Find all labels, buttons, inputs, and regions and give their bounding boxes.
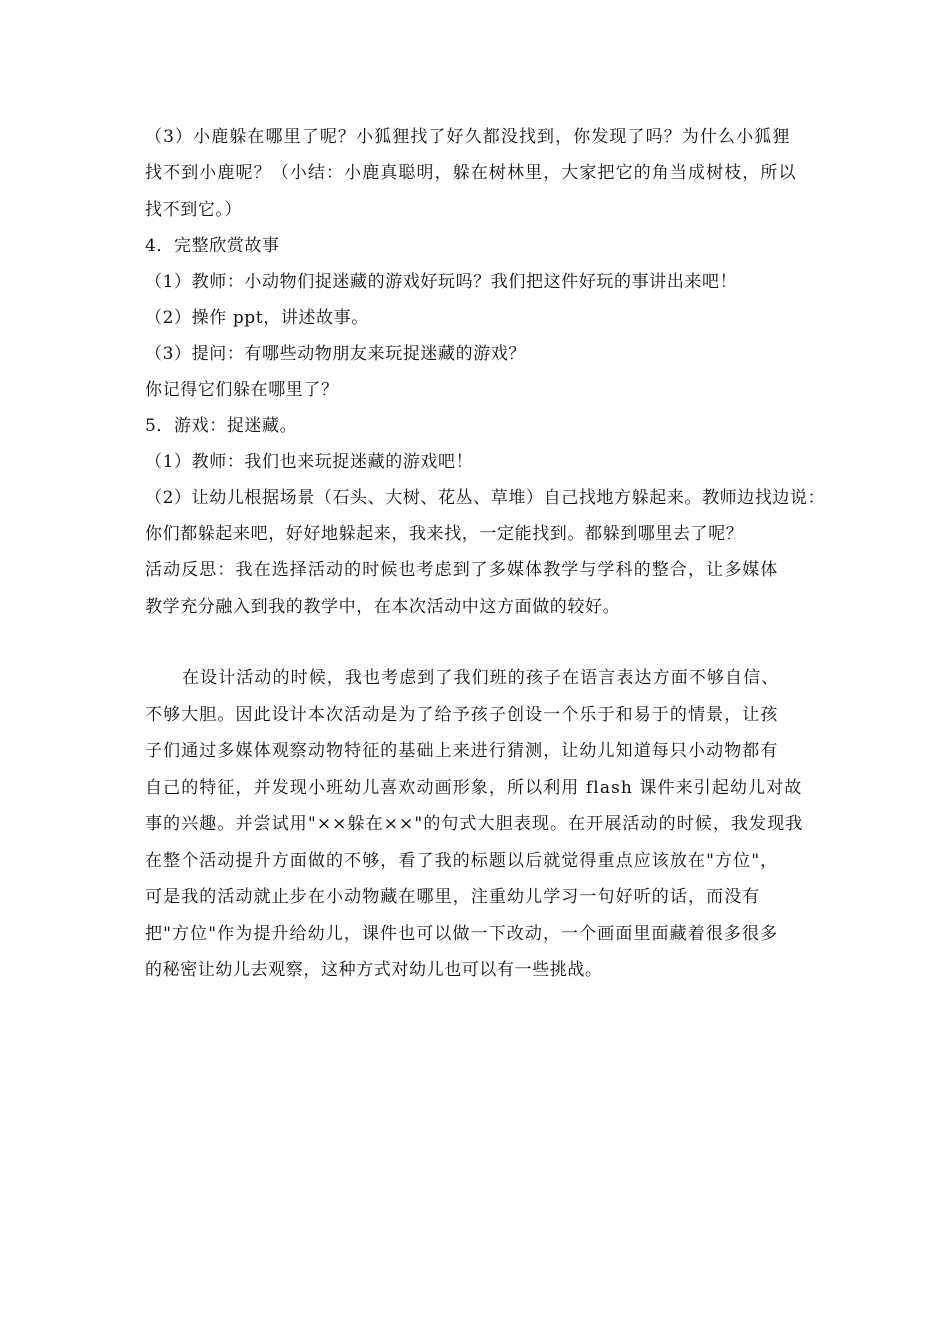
paragraph-first-line: 在设计活动的时候，我也考虑到了我们班的孩子在语言表达方面不够自信、 — [182, 668, 780, 688]
section-heading: 5．游戏：捉迷藏。 — [145, 416, 298, 436]
text-line: 找不到小鹿呢？（小结：小鹿真聪明，躲在树林里，大家把它的角当成树枝，所以 — [145, 163, 797, 183]
text-line: 的秘密让幼儿去观察，这种方式对幼儿也可以有一些挑战。 — [145, 960, 603, 980]
section-heading: 4．完整欣赏故事 — [145, 236, 280, 256]
text-line: （1）教师：小动物们捉迷藏的游戏好玩吗？我们把这件好玩的事讲出来吧！ — [145, 272, 738, 292]
text-line: （3）小鹿躲在哪里了呢？小狐狸找了好久都没找到，你发现了吗？为什么小狐狸 — [145, 127, 791, 147]
text-line: 不够大胆。因此设计本次活动是为了给予孩子创设一个乐于和易于的情景，让孩 — [145, 705, 779, 725]
text-line: 教学充分融入到我的教学中，在本次活动中这方面做的较好。 — [145, 597, 621, 617]
text-line: 可是我的活动就止步在小动物藏在哪里，注重幼儿学习一句好听的话，而没有 — [145, 887, 761, 907]
text-line: 自己的特征，并发现小班幼儿喜欢动画形象，所以利用 flash 课件来引起幼儿对故 — [145, 778, 803, 798]
text-line: （2）让幼儿根据场景（石头、大树、花丛、草堆）自己找地方躲起来。教师边找边说： — [145, 488, 826, 508]
text-line: （3）提问：有哪些动物朋友来玩捉迷藏的游戏？ — [145, 344, 527, 364]
text-line: 活动反思：我在选择活动的时候也考虑到了多媒体教学与学科的整合，让多媒体 — [145, 560, 779, 580]
text-line: 在整个活动提升方面做的不够，看了我的标题以后就觉得重点应该放在"方位"， — [145, 851, 779, 871]
text-line: 你记得它们躲在哪里了？ — [145, 380, 339, 400]
text-line: 你们都躲起来吧，好好地躲起来，我来找，一定能找到。都躲到哪里去了呢？ — [145, 524, 744, 544]
text-line: （2）操作 ppt，讲述故事。 — [145, 308, 369, 328]
text-line: 事的兴趣。并尝试用"××躲在××"的句式大胆表现。在开展活动的时候，我发现我 — [145, 814, 804, 834]
text-line: 找不到它。） — [145, 200, 243, 220]
text-line: 子们通过多媒体观察动物特征的基础上来进行猜测，让幼儿知道每只小动物都有 — [145, 741, 779, 761]
text-line: （1）教师：我们也来玩捉迷藏的游戏吧！ — [145, 452, 474, 472]
text-line: 把"方位"作为提升给幼儿，课件也可以做一下改动，一个画面里面藏着很多很多 — [145, 924, 779, 944]
